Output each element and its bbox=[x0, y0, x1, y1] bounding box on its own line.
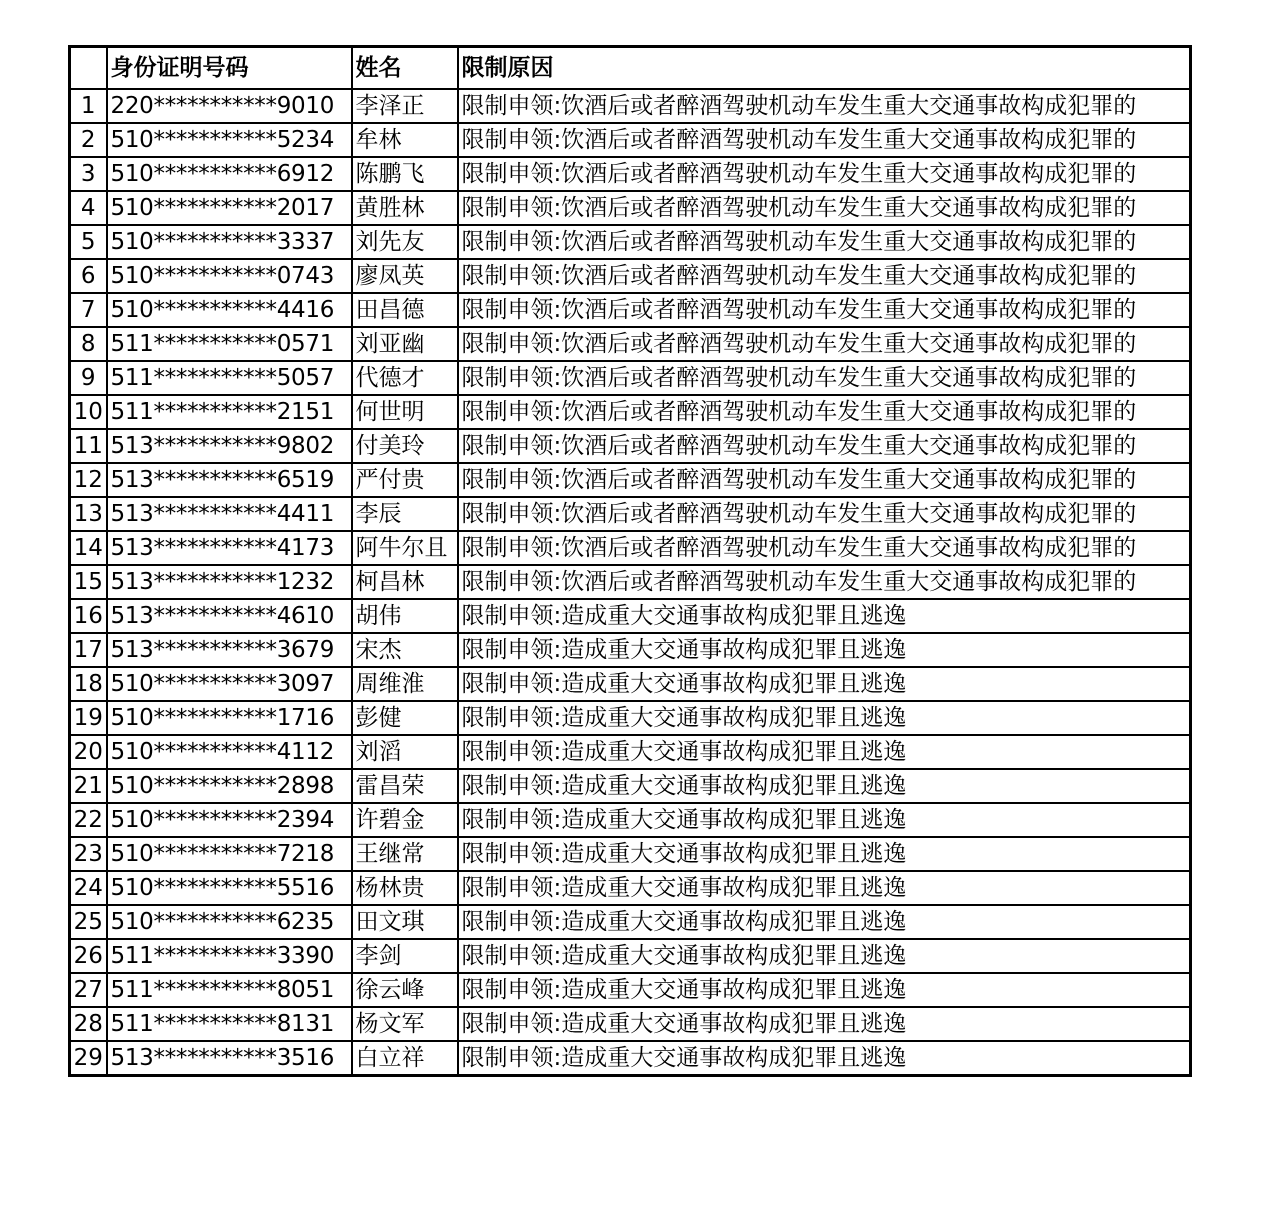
name-cell: 严付贵 bbox=[352, 463, 458, 497]
table-row bbox=[70, 769, 1191, 803]
header-cell-index bbox=[70, 47, 107, 90]
name-cell: 李辰 bbox=[352, 497, 458, 531]
reason-cell: 限制申领:造成重大交通事故构成犯罪且逃逸 bbox=[458, 803, 1191, 837]
row-index-cell: 16 bbox=[70, 599, 107, 633]
id-number-cell: 510***********5234 bbox=[107, 123, 352, 157]
name-cell: 何世明 bbox=[352, 395, 458, 429]
id-number-cell: 511***********8051 bbox=[107, 973, 352, 1007]
row-index-cell: 17 bbox=[70, 633, 107, 667]
row-index-cell: 11 bbox=[70, 429, 107, 463]
table-row bbox=[70, 191, 1191, 225]
reason-cell: 限制申领:造成重大交通事故构成犯罪且逃逸 bbox=[458, 769, 1191, 803]
table-row bbox=[70, 327, 1191, 361]
name-cell: 白立祥 bbox=[352, 1041, 458, 1076]
row-index-cell: 24 bbox=[70, 871, 107, 905]
row-index-cell: 5 bbox=[70, 225, 107, 259]
table-row bbox=[70, 905, 1191, 939]
id-number-cell: 220***********9010 bbox=[107, 89, 352, 123]
row-index-cell: 1 bbox=[70, 89, 107, 123]
table-row bbox=[70, 599, 1191, 633]
reason-cell: 限制申领:饮酒后或者醉酒驾驶机动车发生重大交通事故构成犯罪的 bbox=[458, 123, 1191, 157]
name-cell: 黄胜林 bbox=[352, 191, 458, 225]
reason-cell: 限制申领:饮酒后或者醉酒驾驶机动车发生重大交通事故构成犯罪的 bbox=[458, 531, 1191, 565]
table-row bbox=[70, 259, 1191, 293]
id-number-cell: 513***********4411 bbox=[107, 497, 352, 531]
header-row bbox=[70, 47, 1191, 90]
name-cell: 彭健 bbox=[352, 701, 458, 735]
id-number-cell: 510***********5516 bbox=[107, 871, 352, 905]
reason-cell: 限制申领:饮酒后或者醉酒驾驶机动车发生重大交通事故构成犯罪的 bbox=[458, 191, 1191, 225]
name-cell: 田文琪 bbox=[352, 905, 458, 939]
name-cell: 许碧金 bbox=[352, 803, 458, 837]
reason-cell: 限制申领:造成重大交通事故构成犯罪且逃逸 bbox=[458, 735, 1191, 769]
reason-cell: 限制申领:饮酒后或者醉酒驾驶机动车发生重大交通事故构成犯罪的 bbox=[458, 395, 1191, 429]
table-row bbox=[70, 1007, 1191, 1041]
id-number-cell: 513***********3679 bbox=[107, 633, 352, 667]
name-cell: 田昌德 bbox=[352, 293, 458, 327]
table-row bbox=[70, 735, 1191, 769]
restriction-table bbox=[68, 45, 1192, 1077]
id-number-cell: 510***********4416 bbox=[107, 293, 352, 327]
id-number-cell: 510***********2017 bbox=[107, 191, 352, 225]
id-number-cell: 511***********5057 bbox=[107, 361, 352, 395]
row-index-cell: 9 bbox=[70, 361, 107, 395]
table-row bbox=[70, 89, 1191, 123]
reason-cell: 限制申领:造成重大交通事故构成犯罪且逃逸 bbox=[458, 939, 1191, 973]
table-row bbox=[70, 361, 1191, 395]
reason-cell: 限制申领:饮酒后或者醉酒驾驶机动车发生重大交通事故构成犯罪的 bbox=[458, 293, 1191, 327]
id-number-cell: 510***********2898 bbox=[107, 769, 352, 803]
table-row bbox=[70, 633, 1191, 667]
id-number-cell: 510***********4112 bbox=[107, 735, 352, 769]
id-number-cell: 510***********1716 bbox=[107, 701, 352, 735]
row-index-cell: 3 bbox=[70, 157, 107, 191]
name-cell: 雷昌荣 bbox=[352, 769, 458, 803]
id-number-cell: 513***********4610 bbox=[107, 599, 352, 633]
id-number-cell: 513***********9802 bbox=[107, 429, 352, 463]
reason-cell: 限制申领:饮酒后或者醉酒驾驶机动车发生重大交通事故构成犯罪的 bbox=[458, 429, 1191, 463]
header-cell-name: 姓名 bbox=[352, 47, 458, 90]
id-number-cell: 510***********3097 bbox=[107, 667, 352, 701]
row-index-cell: 26 bbox=[70, 939, 107, 973]
id-number-cell: 513***********1232 bbox=[107, 565, 352, 599]
row-index-cell: 8 bbox=[70, 327, 107, 361]
name-cell: 徐云峰 bbox=[352, 973, 458, 1007]
table-row bbox=[70, 803, 1191, 837]
id-number-cell: 511***********3390 bbox=[107, 939, 352, 973]
name-cell: 李剑 bbox=[352, 939, 458, 973]
name-cell: 李泽正 bbox=[352, 89, 458, 123]
row-index-cell: 19 bbox=[70, 701, 107, 735]
row-index-cell: 28 bbox=[70, 1007, 107, 1041]
id-number-cell: 510***********3337 bbox=[107, 225, 352, 259]
name-cell: 杨林贵 bbox=[352, 871, 458, 905]
name-cell: 胡伟 bbox=[352, 599, 458, 633]
reason-cell: 限制申领:饮酒后或者醉酒驾驶机动车发生重大交通事故构成犯罪的 bbox=[458, 225, 1191, 259]
id-number-cell: 513***********4173 bbox=[107, 531, 352, 565]
table-body bbox=[70, 89, 1191, 1076]
reason-cell: 限制申领:造成重大交通事故构成犯罪且逃逸 bbox=[458, 667, 1191, 701]
header-cell-reason: 限制原因 bbox=[458, 47, 1191, 90]
table-row bbox=[70, 157, 1191, 191]
table-row bbox=[70, 701, 1191, 735]
reason-cell: 限制申领:造成重大交通事故构成犯罪且逃逸 bbox=[458, 871, 1191, 905]
reason-cell: 限制申领:饮酒后或者醉酒驾驶机动车发生重大交通事故构成犯罪的 bbox=[458, 89, 1191, 123]
table-row bbox=[70, 293, 1191, 327]
name-cell: 刘先友 bbox=[352, 225, 458, 259]
row-index-cell: 12 bbox=[70, 463, 107, 497]
id-number-cell: 510***********7218 bbox=[107, 837, 352, 871]
id-number-cell: 513***********3516 bbox=[107, 1041, 352, 1076]
row-index-cell: 10 bbox=[70, 395, 107, 429]
table-row bbox=[70, 565, 1191, 599]
row-index-cell: 6 bbox=[70, 259, 107, 293]
table-row bbox=[70, 123, 1191, 157]
name-cell: 牟林 bbox=[352, 123, 458, 157]
id-number-cell: 510***********2394 bbox=[107, 803, 352, 837]
id-number-cell: 510***********6912 bbox=[107, 157, 352, 191]
table-row bbox=[70, 395, 1191, 429]
reason-cell: 限制申领:造成重大交通事故构成犯罪且逃逸 bbox=[458, 633, 1191, 667]
name-cell: 周维淮 bbox=[352, 667, 458, 701]
row-index-cell: 23 bbox=[70, 837, 107, 871]
row-index-cell: 2 bbox=[70, 123, 107, 157]
name-cell: 阿牛尔且 bbox=[352, 531, 458, 565]
table-row bbox=[70, 531, 1191, 565]
name-cell: 代德才 bbox=[352, 361, 458, 395]
row-index-cell: 22 bbox=[70, 803, 107, 837]
row-index-cell: 7 bbox=[70, 293, 107, 327]
row-index-cell: 29 bbox=[70, 1041, 107, 1076]
reason-cell: 限制申领:饮酒后或者醉酒驾驶机动车发生重大交通事故构成犯罪的 bbox=[458, 497, 1191, 531]
id-number-cell: 513***********6519 bbox=[107, 463, 352, 497]
row-index-cell: 21 bbox=[70, 769, 107, 803]
row-index-cell: 13 bbox=[70, 497, 107, 531]
name-cell: 廖凤英 bbox=[352, 259, 458, 293]
id-number-cell: 511***********2151 bbox=[107, 395, 352, 429]
reason-cell: 限制申领:饮酒后或者醉酒驾驶机动车发生重大交通事故构成犯罪的 bbox=[458, 157, 1191, 191]
table-row bbox=[70, 463, 1191, 497]
table-row bbox=[70, 225, 1191, 259]
reason-cell: 限制申领:饮酒后或者醉酒驾驶机动车发生重大交通事故构成犯罪的 bbox=[458, 463, 1191, 497]
name-cell: 杨文军 bbox=[352, 1007, 458, 1041]
header-cell-id-number: 身份证明号码 bbox=[107, 47, 352, 90]
reason-cell: 限制申领:饮酒后或者醉酒驾驶机动车发生重大交通事故构成犯罪的 bbox=[458, 565, 1191, 599]
table-row bbox=[70, 939, 1191, 973]
row-index-cell: 18 bbox=[70, 667, 107, 701]
row-index-cell: 4 bbox=[70, 191, 107, 225]
name-cell: 陈鹏飞 bbox=[352, 157, 458, 191]
name-cell: 付美玲 bbox=[352, 429, 458, 463]
row-index-cell: 25 bbox=[70, 905, 107, 939]
reason-cell: 限制申领:饮酒后或者醉酒驾驶机动车发生重大交通事故构成犯罪的 bbox=[458, 259, 1191, 293]
row-index-cell: 14 bbox=[70, 531, 107, 565]
name-cell: 刘滔 bbox=[352, 735, 458, 769]
name-cell: 王继常 bbox=[352, 837, 458, 871]
id-number-cell: 511***********8131 bbox=[107, 1007, 352, 1041]
reason-cell: 限制申领:饮酒后或者醉酒驾驶机动车发生重大交通事故构成犯罪的 bbox=[458, 327, 1191, 361]
row-index-cell: 20 bbox=[70, 735, 107, 769]
reason-cell: 限制申领:造成重大交通事故构成犯罪且逃逸 bbox=[458, 701, 1191, 735]
reason-cell: 限制申领:造成重大交通事故构成犯罪且逃逸 bbox=[458, 1007, 1191, 1041]
reason-cell: 限制申领:造成重大交通事故构成犯罪且逃逸 bbox=[458, 1041, 1191, 1076]
name-cell: 刘亚幽 bbox=[352, 327, 458, 361]
table-row bbox=[70, 837, 1191, 871]
row-index-cell: 27 bbox=[70, 973, 107, 1007]
table-row bbox=[70, 667, 1191, 701]
name-cell: 柯昌林 bbox=[352, 565, 458, 599]
table-row bbox=[70, 973, 1191, 1007]
id-number-cell: 510***********6235 bbox=[107, 905, 352, 939]
reason-cell: 限制申领:饮酒后或者醉酒驾驶机动车发生重大交通事故构成犯罪的 bbox=[458, 361, 1191, 395]
id-number-cell: 511***********0571 bbox=[107, 327, 352, 361]
row-index-cell: 15 bbox=[70, 565, 107, 599]
table-row bbox=[70, 497, 1191, 531]
reason-cell: 限制申领:造成重大交通事故构成犯罪且逃逸 bbox=[458, 973, 1191, 1007]
reason-cell: 限制申领:造成重大交通事故构成犯罪且逃逸 bbox=[458, 905, 1191, 939]
table-row bbox=[70, 1041, 1191, 1076]
table-row bbox=[70, 429, 1191, 463]
reason-cell: 限制申领:造成重大交通事故构成犯罪且逃逸 bbox=[458, 837, 1191, 871]
name-cell: 宋杰 bbox=[352, 633, 458, 667]
id-number-cell: 510***********0743 bbox=[107, 259, 352, 293]
reason-cell: 限制申领:造成重大交通事故构成犯罪且逃逸 bbox=[458, 599, 1191, 633]
table-row bbox=[70, 871, 1191, 905]
